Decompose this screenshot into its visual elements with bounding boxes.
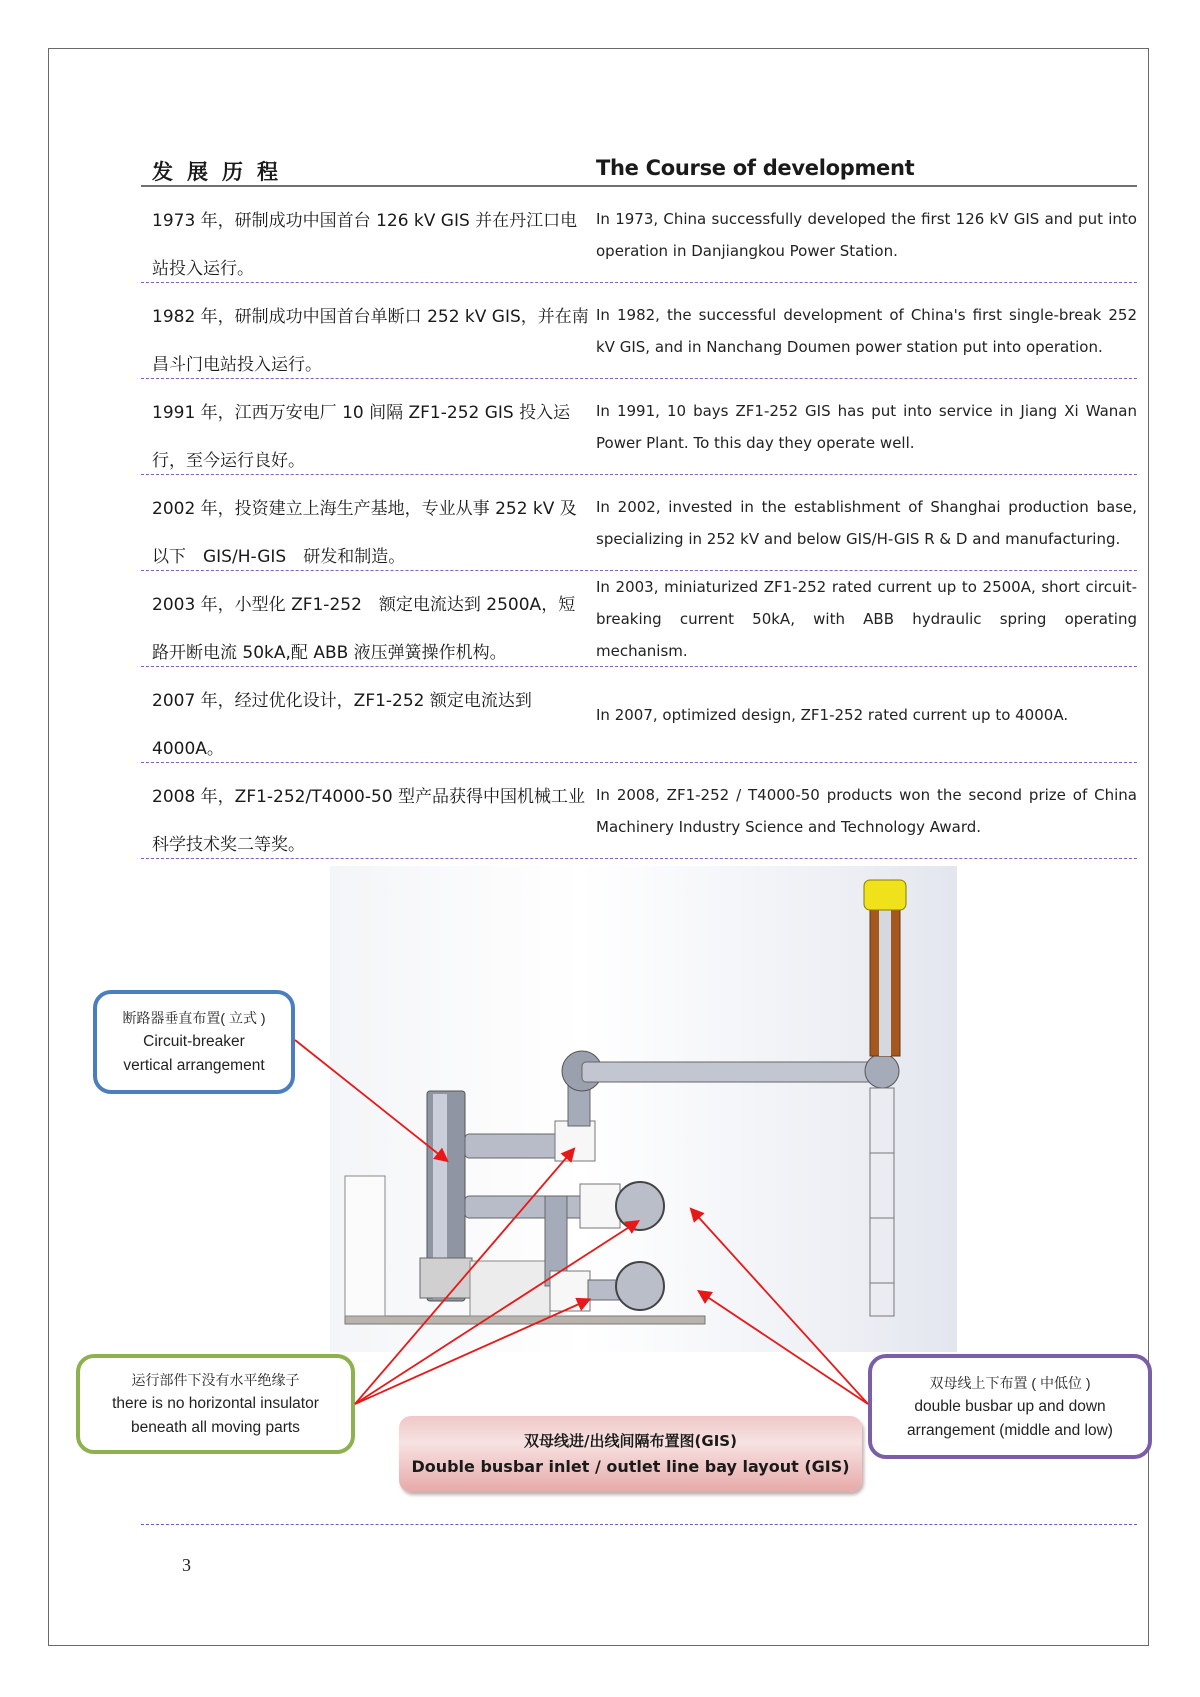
- figure-caption-cn: 双母线进/出线间隔布置图(GIS): [524, 1432, 737, 1450]
- support-frame: [870, 1088, 894, 1316]
- row-text-en-content: In 2008, ZF1-252 / T4000-50 products won the second prize of China Machinery Industry Science and Technology Award.: [596, 786, 1137, 836]
- callout-breaker-en-1: Circuit-breaker: [143, 1033, 245, 1050]
- timeline-row: [141, 475, 1137, 571]
- row-text-en-content: In 2007, optimized design, ZF1-252 rated current up to 4000A.: [596, 706, 1069, 724]
- page-number: 3: [182, 1555, 191, 1575]
- lower-busbar: [616, 1262, 664, 1310]
- callout-breaker-cn: 断路器垂直布置( 立式 ): [122, 1010, 266, 1026]
- row-text-en: [596, 379, 1137, 475]
- row-text-en: [596, 763, 1137, 859]
- callout-busbar-cn: 双母线上下布置 ( 中低位 ): [929, 1374, 1091, 1391]
- row-text-en: [596, 283, 1137, 379]
- base-rail: [345, 1316, 705, 1324]
- timeline-row: [141, 667, 1137, 763]
- row-text-en: [596, 187, 1137, 283]
- row-text-cn: 2002 年，投资建立上海生产基地，专业从事 252 kV 及以下 GIS/H-GIS 研发和制造。: [152, 499, 577, 567]
- row-text-cn: 2007 年，经过优化设计，ZF1-252 额定电流达到4000A。: [152, 691, 532, 759]
- row-text-cn: 1973 年，研制成功中国首台 126 kV GIS 并在丹江口电站投入运行。: [152, 211, 578, 279]
- row-text-en-content: In 2002, invested in the establishment of Shanghai production base, specializing in 252 kV and below GIS/H-GIS R & D and manufacturing.: [596, 498, 1137, 548]
- callout-busbar-en-2: arrangement (middle and low): [907, 1421, 1113, 1439]
- bushing-top-shield: [864, 880, 906, 910]
- gis-drawing: [330, 866, 957, 1352]
- figure-caption-en: Double busbar inlet / outlet line bay layout (GIS): [411, 1457, 850, 1476]
- timeline-row: [141, 763, 1137, 859]
- callout-breaker-en-2: vertical arrangement: [123, 1057, 265, 1074]
- timeline-row: [141, 379, 1137, 475]
- row-text-en-content: In 2003, miniaturized ZF1-252 rated current up to 2500A, short circuit-breaking current 50kA, with ABB hydraulic spring operating mechanism.: [596, 578, 1137, 660]
- callout-insulator-en-2: beneath all moving parts: [131, 1419, 300, 1436]
- row-text-en: [596, 475, 1137, 571]
- row-text-cn: 2003 年，小型化 ZF1-252 额定电流达到 2500A，短路开断电流 50kA,配 ABB 液压弹簧操作机构。: [152, 595, 576, 663]
- timeline-row: [141, 571, 1137, 667]
- figure-caption: [399, 1416, 862, 1492]
- upper-busbar: [616, 1182, 664, 1230]
- callout-insulator-en-1: there is no horizontal insulator: [112, 1395, 319, 1412]
- row-text-en: [596, 571, 1137, 667]
- control-cabinet: [345, 1176, 385, 1316]
- row-divider: [141, 858, 1137, 859]
- callout-no-horizontal-insulator: [76, 1354, 355, 1454]
- section-title-cn: 发展历程: [152, 160, 292, 184]
- timeline-row: [141, 187, 1137, 283]
- row-text-en-content: In 1991, 10 bays ZF1-252 GIS has put into service in Jiang Xi Wanan Power Plant. To this day they operate well.: [596, 402, 1137, 452]
- row-text-cn: 1991 年，江西万安电厂 10 间隔 ZF1-252 GIS 投入运行，至今运行良好。: [152, 403, 571, 471]
- row-text-en: [596, 667, 1137, 763]
- row-text-cn: 1982 年，研制成功中国首台单断口 252 kV GIS，并在南昌斗门电站投入运行。: [152, 307, 589, 375]
- row-text-cn: 2008 年，ZF1-252/T4000-50 型产品获得中国机械工业科学技术奖二等奖。: [152, 787, 586, 855]
- row-text-en-content: In 1982, the successful development of China's first single-break 252 kV GIS, and in Nanchang Doumen power station put into operation.: [596, 306, 1137, 356]
- callout-busbar-en-1: double busbar up and down: [914, 1397, 1106, 1415]
- gis-bay-illustration: [330, 866, 957, 1352]
- callout-double-busbar: [868, 1354, 1152, 1459]
- callout-breaker-vertical: [93, 990, 295, 1094]
- section-title-en: The Course of development: [596, 156, 915, 180]
- footer-divider: [141, 1524, 1137, 1525]
- timeline-row: [141, 283, 1137, 379]
- row-text-en-content: In 1973, China successfully developed the first 126 kV GIS and put into operation in Danjiangkou Power Station.: [596, 210, 1137, 260]
- callout-insulator-cn: 运行部件下没有水平绝缘子: [131, 1372, 300, 1388]
